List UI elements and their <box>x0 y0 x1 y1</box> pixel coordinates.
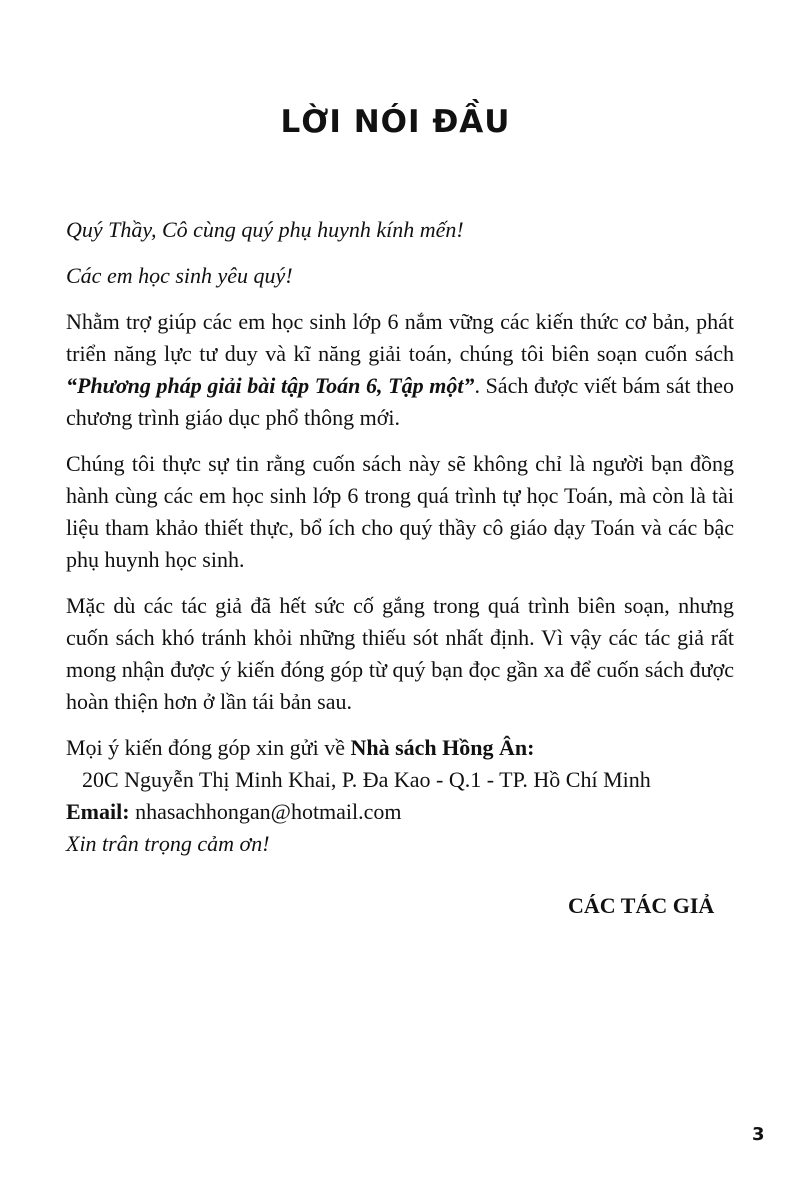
publisher-name: Nhà sách Hồng Ân: <box>350 735 535 760</box>
page-title: LỜI NÓI ĐẦU <box>280 104 511 140</box>
email-address: nhasachhongan@hotmail.com <box>129 799 402 824</box>
contact-intro-line <box>66 732 734 764</box>
book-title: “Phương pháp giải bài tập Toán 6, Tập một” <box>66 373 475 398</box>
thanks-line: Xin trân trọng cảm ơn! <box>66 831 270 856</box>
preface-body <box>66 214 734 860</box>
page-number: 3 <box>752 1124 765 1145</box>
paragraph-feedback: Mặc dù các tác giả đã hết sức cố gắng trong quá trình biên soạn, nhưng cuốn sách khó tránh khỏi những thiếu sót nhất định. Vì vậy các tác giả rất mong nhận được ý kiến đóng góp từ quý bạn đọc gần xa để cuốn sách được hoàn thiện hơn ở lần tái bản sau. <box>66 593 734 714</box>
paragraph-purpose <box>66 306 734 434</box>
contact-intro: Mọi ý kiến đóng góp xin gửi về <box>66 735 351 760</box>
paragraph-belief: Chúng tôi thực sự tin rằng cuốn sách này sẽ không chỉ là người bạn đồng hành cùng các em học sinh lớp 6 trong quá trình tự học Toán, mà còn là tài liệu tham khảo thiết thực, bổ ích cho quý thầy cô giáo dạy Toán và các bậc phụ huynh học sinh. <box>66 451 734 572</box>
paragraph-purpose-after: . Sách được viết bám sát theo chương trình giáo dục phổ thông mới. <box>66 373 734 430</box>
authors-signature: CÁC TÁC GIẢ <box>568 893 715 918</box>
email-line <box>66 796 734 828</box>
publisher-address: 20C Nguyễn Thị Minh Khai, P. Đa Kao - Q.1 - TP. Hồ Chí Minh <box>82 767 651 792</box>
email-label: Email: <box>66 799 130 824</box>
paragraph-purpose-before: Nhằm trợ giúp các em học sinh lớp 6 nắm vững các kiến thức cơ bản, phát triển năng lực tư duy và kĩ năng giải toán, chúng tôi biên soạn cuốn sách <box>66 309 734 366</box>
greeting-students: Các em học sinh yêu quý! <box>66 263 293 288</box>
greeting-teachers-parents: Quý Thầy, Cô cùng quý phụ huynh kính mến! <box>66 217 464 242</box>
